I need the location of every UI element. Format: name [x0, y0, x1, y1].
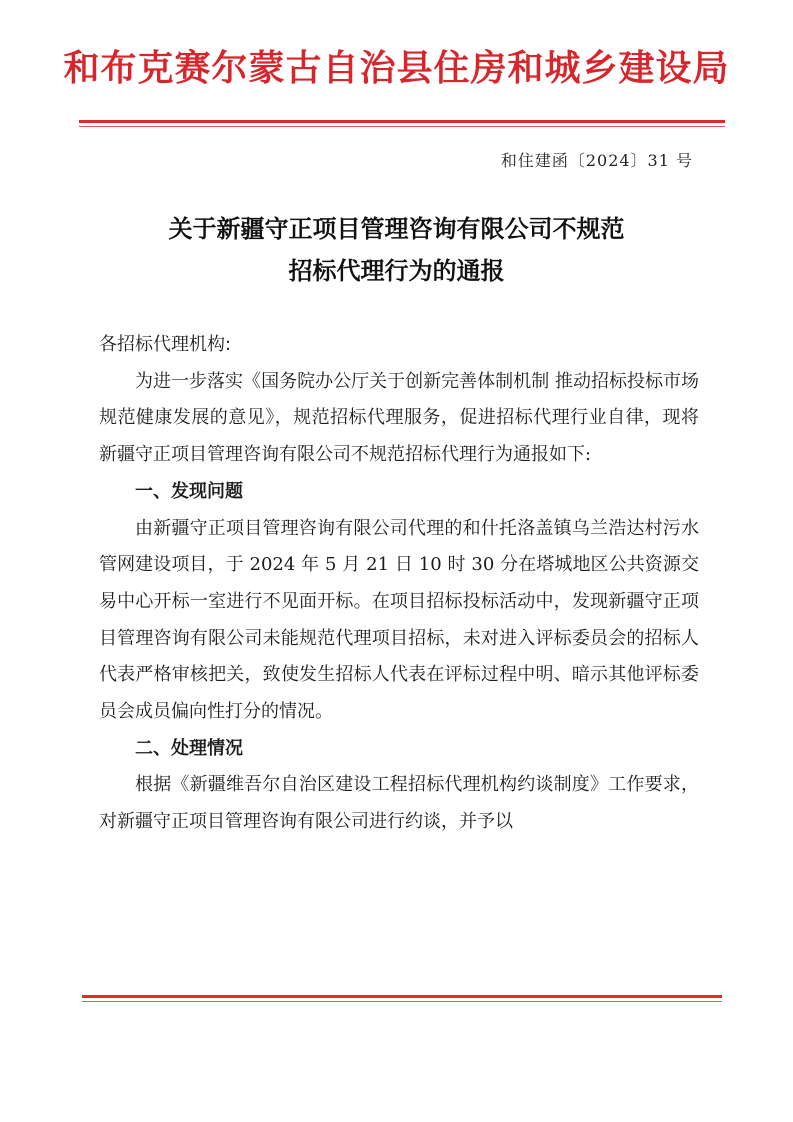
header-red-rule — [79, 120, 725, 123]
section-2-paragraph: 根据《新疆维吾尔自治区建设工程招标代理机构约谈制度》工作要求，对新疆守正项目管理咨询有限公司进行约谈，并予以 — [99, 774, 699, 833]
section-2-heading: 二、处理情况 — [135, 737, 243, 759]
footer-red-rule — [82, 995, 722, 998]
document-body — [99, 327, 699, 841]
footer-red-rule-thin — [82, 1001, 722, 1002]
salutation: 各招标代理机构: — [99, 334, 232, 355]
title-line-1: 关于新疆守正项目管理咨询有限公司不规范 — [168, 214, 625, 243]
issuing-organization-header: 和布克赛尔蒙古自治县住房和城乡建设局 — [63, 47, 730, 89]
section-1-heading: 一、发现问题 — [135, 480, 243, 502]
document-number: 和住建函〔2024〕31 号 — [500, 151, 693, 170]
section-1-paragraph: 由新疆守正项目管理咨询有限公司代理的和什托洛盖镇乌兰浩达村污水管网建设项目，于 2024 年 5 月 21 日 10 时 30 分在塔城地区公共资源交易中心开标一室进行不见面开标。在项目招标投标活动中，发现新疆守正项目管理咨询有限公司未能规范代理项目招标，未对进入评标委员会的招标人代表严格审核把关，致使发生招标人代表在评标过程中明、暗示其他评标委员会成员偏向性打分的情况。 — [99, 517, 699, 723]
intro-paragraph: 为进一步落实《国务院办公厅关于创新完善体制机制 推动招标投标市场规范健康发展的意见》，规范招标代理服务，促进招标代理行业自律，现将新疆守正项目管理咨询有限公司不规范招标代理行为通报如下: — [99, 370, 699, 466]
title-line-2: 招标代理行为的通报 — [288, 256, 505, 285]
header-red-rule-thin — [79, 126, 725, 127]
document-title — [0, 208, 793, 292]
